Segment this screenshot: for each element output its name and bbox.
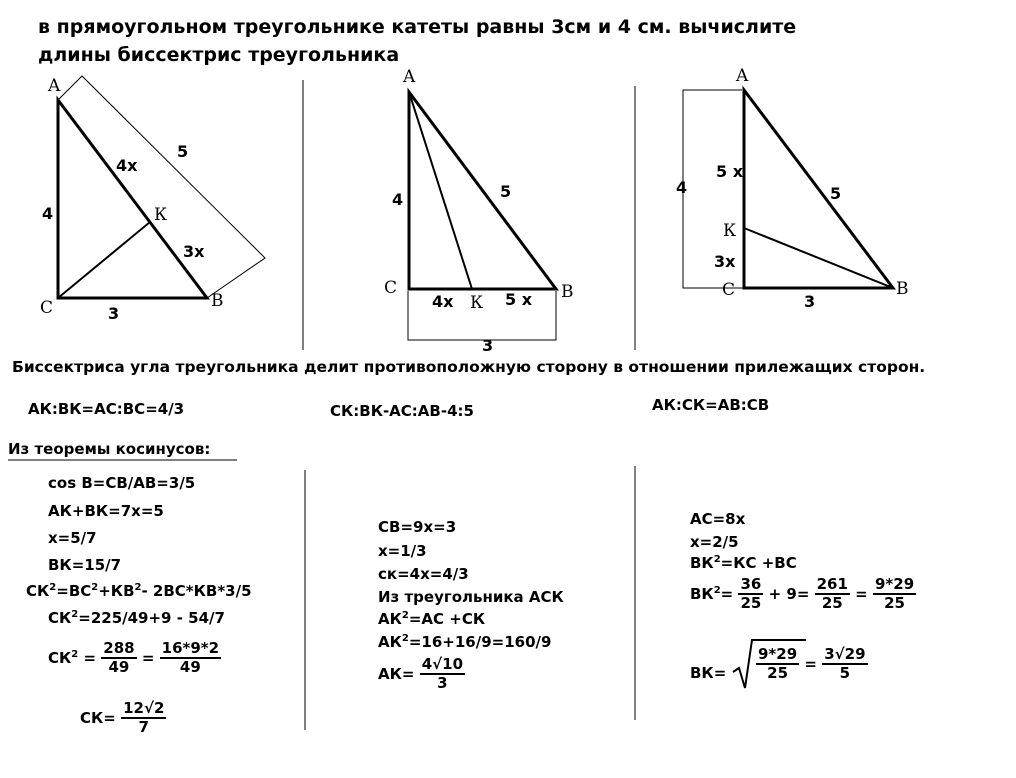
col1-fraction-16x9x2-49: $\frac{16*9*2}{49}$ bbox=[161, 639, 220, 677]
fig2-hyp: 5 bbox=[500, 182, 512, 201]
fig3-side-cb: 3 bbox=[804, 292, 816, 311]
col2-line7: АК= $\frac{4√10}{3}$ bbox=[378, 655, 464, 693]
ratio-fig3: АК:СК=АВ:СВ bbox=[652, 396, 770, 414]
col1-line2: АК+ВК=7х=5 bbox=[48, 502, 164, 520]
fig3-hyp: 5 bbox=[830, 184, 842, 203]
fig2-side-ac: 4 bbox=[392, 190, 404, 209]
col2-line4: Из треугольника АСК bbox=[378, 588, 564, 606]
col3-line1: АС=8х bbox=[690, 510, 746, 528]
fig1-triangle bbox=[58, 100, 207, 298]
fig3-vertex-a: A bbox=[736, 66, 749, 86]
col3-line5-root: $\frac{9*29}{25}$ = $\frac{3√29}{5}$ bbox=[758, 645, 866, 683]
col1-line5: $СК^2=ВС^2+КВ^2-$ 2ВС*КВ*3/5 bbox=[26, 582, 252, 600]
fig3-vertex-b: B bbox=[896, 279, 909, 299]
cosine-heading: Из теоремы косинусов: bbox=[8, 440, 211, 458]
ratio-fig2: СК:ВК-АС:АВ-4:5 bbox=[330, 402, 474, 420]
fig2-seg-kb: 5 x bbox=[505, 290, 533, 309]
col2-line1: СВ=9х=3 bbox=[378, 518, 457, 536]
fig3-seg-kc: 3x bbox=[714, 252, 736, 271]
col1-line4: ВК=15/7 bbox=[48, 556, 122, 574]
col3-fraction-9x29-25: $\frac{9*29}{25}$ bbox=[874, 575, 915, 613]
problem-title-line1: в прямоугольном треугольнике катеты равны 3см и 4 см. вычислите bbox=[38, 16, 797, 38]
fig2-point-k: К bbox=[470, 293, 484, 313]
fig2-triangle bbox=[409, 92, 556, 289]
fig1-side-cb: 3 bbox=[108, 304, 120, 323]
col3-line5-label: ВК= bbox=[690, 664, 727, 682]
fig1-seg-ak: 4x bbox=[116, 156, 138, 175]
col1-line8: СК= $\frac{12√2}{7}$ bbox=[80, 699, 165, 737]
fig1-side-ac: 4 bbox=[42, 204, 54, 223]
col1-line1: cos B=CB/AB=3/5 bbox=[48, 474, 196, 492]
fig1-hyp: 5 bbox=[177, 142, 189, 161]
fig1-point-k: К bbox=[154, 205, 168, 225]
col3-fraction-under-root: $\frac{9*29}{25}$ bbox=[758, 645, 798, 683]
col1-line3: х=5/7 bbox=[48, 529, 97, 547]
fig2-seg-ck: 4x bbox=[432, 292, 454, 311]
col3-line3: $ВК^2=КС +ВС$ bbox=[690, 554, 797, 572]
col1-fraction-288-49: $\frac{288}{49}$ bbox=[103, 639, 135, 677]
fig1-vertex-b: B bbox=[211, 291, 224, 311]
col1-line6: $СК^2=225/49+9 - 54/7$ bbox=[48, 609, 225, 627]
fig2-vertex-a: A bbox=[403, 67, 416, 87]
col3-line4: $ВК^2=$ $\frac{36}{25}$ + 9= $\frac{261}{25}$ = $\frac{9*29}{25}$ bbox=[690, 575, 915, 613]
col2-line6: $АК^2=16+16/9=160/9$ bbox=[378, 633, 552, 651]
fig3-point-k: К bbox=[723, 221, 737, 241]
col3-line2: х=2/5 bbox=[690, 533, 739, 551]
fig2-bisector-ak bbox=[409, 92, 472, 289]
bisector-rule: Биссектриса угла треугольника делит противоположную сторону в отношении прилежащих сторон. bbox=[12, 358, 926, 376]
fig1-bisector-ck bbox=[58, 222, 150, 298]
ratio-fig1: АК:ВК=АС:ВС=4/3 bbox=[28, 400, 185, 418]
col2-fraction-result: $\frac{4√10}{3}$ bbox=[421, 655, 464, 693]
fig1-hyp-dimension bbox=[58, 76, 265, 298]
col2-line2: х=1/3 bbox=[378, 542, 427, 560]
fig1-seg-kb: 3x bbox=[183, 242, 205, 261]
fig2-side-cb: 3 bbox=[482, 336, 494, 355]
fig3-side-ac: 4 bbox=[676, 178, 688, 197]
col3-fraction-result: $\frac{3√29}{5}$ bbox=[824, 645, 866, 683]
col2-line3: ск=4х=4/3 bbox=[378, 565, 469, 583]
fig1-vertex-c: C bbox=[40, 298, 54, 318]
col3-fraction-261-25: $\frac{261}{25}$ bbox=[816, 575, 848, 613]
col2-line5: $АК^2=АС +СК$ bbox=[378, 610, 486, 628]
col3-fraction-36-25: $\frac{36}{25}$ bbox=[740, 575, 762, 613]
fig1-vertex-a: A bbox=[48, 76, 61, 96]
col1-line7: $СК^2$ = $\frac{288}{49}$ = $\frac{16*9*2}{49}$ bbox=[48, 639, 220, 677]
fig2-vertex-b: B bbox=[561, 282, 574, 302]
fig2-vertex-c: C bbox=[384, 278, 398, 298]
fig3-vertex-c: C bbox=[722, 280, 736, 300]
problem-title-line2: длины биссектрис треугольника bbox=[38, 44, 400, 66]
col1-fraction-result: $\frac{12√2}{7}$ bbox=[123, 699, 165, 737]
fig3-seg-ak: 5 x bbox=[716, 162, 744, 181]
